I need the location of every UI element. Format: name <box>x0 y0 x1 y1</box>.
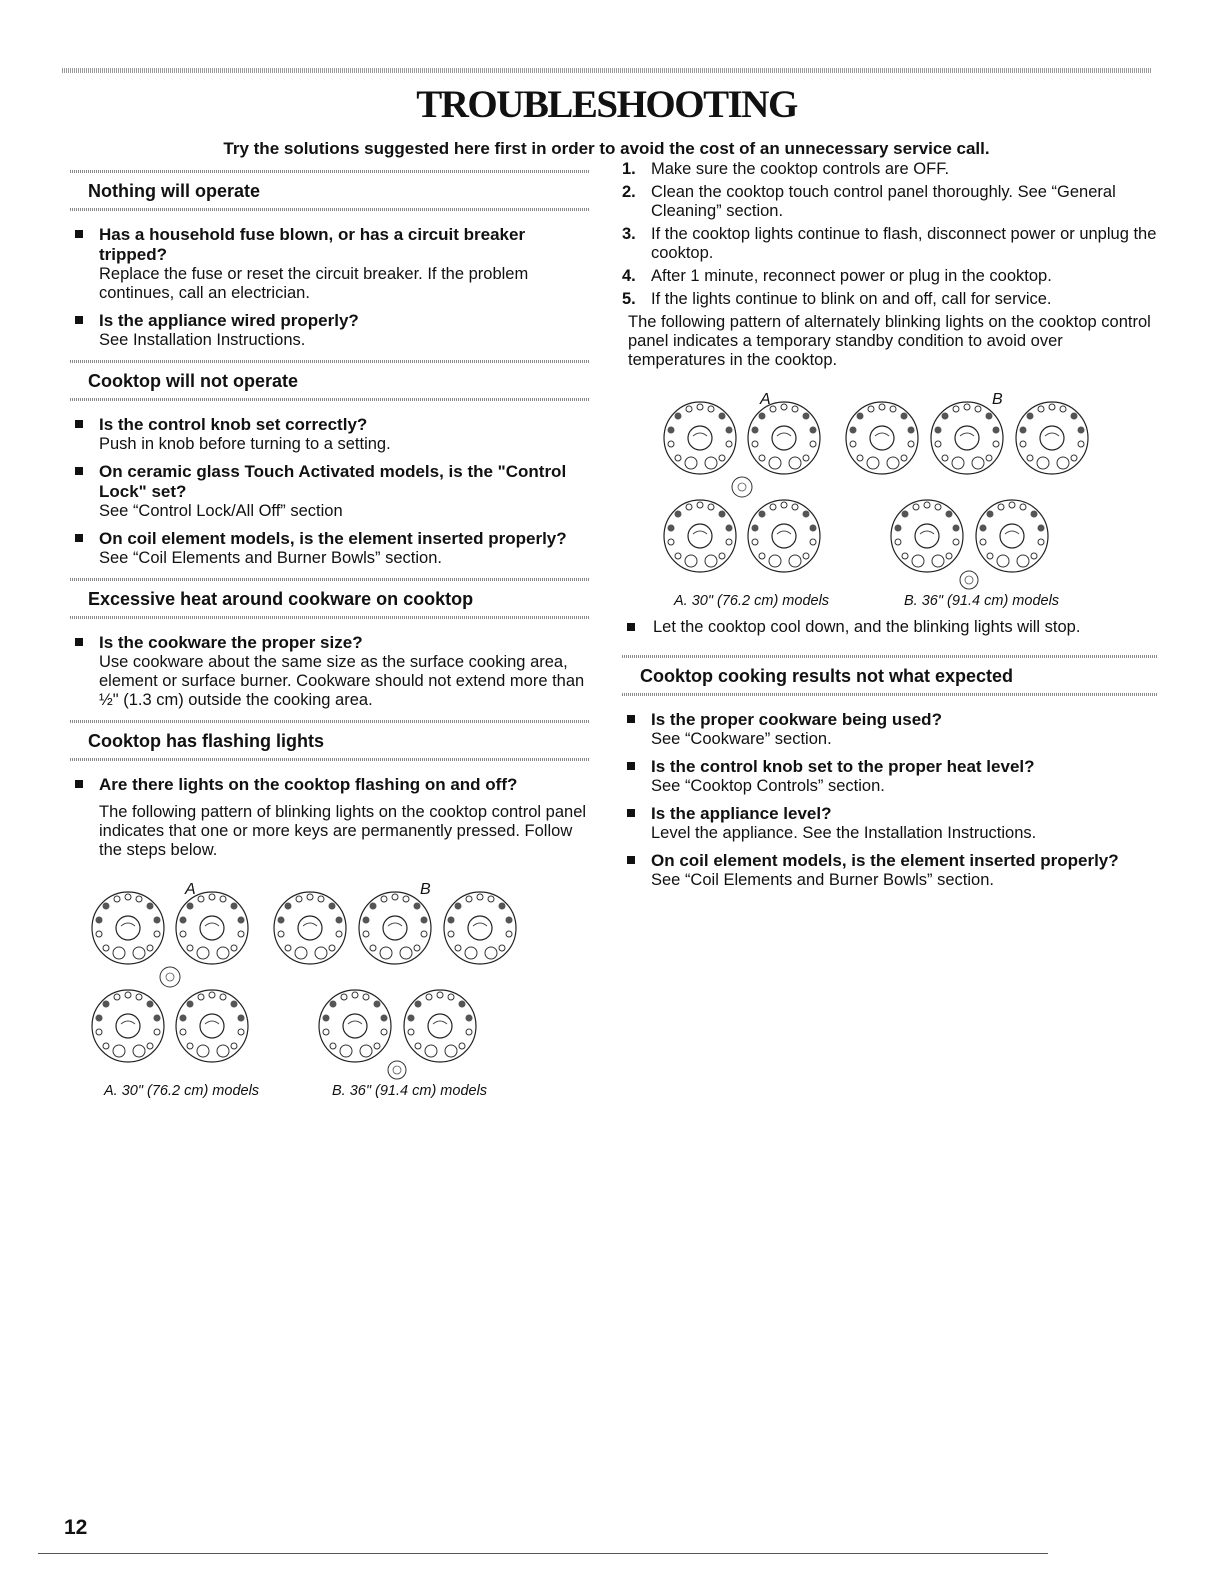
knob-diagram-b5 <box>404 990 476 1062</box>
faq-question: Is the proper cookware being used? <box>651 710 942 729</box>
faq-answer: See “Coil Elements and Burner Bowls” section. <box>651 871 994 889</box>
knob-diagram-a2 <box>176 892 248 964</box>
standby-lights-figure <box>642 390 1132 612</box>
faq-item <box>70 225 590 303</box>
top-rule <box>62 68 1152 73</box>
knob-diagram-b3 <box>1016 402 1088 474</box>
flashing-lights-figure <box>70 880 560 1102</box>
knob-diagram-b4 <box>891 500 963 572</box>
faq-question: Are there lights on the cooktop flashing on and off? <box>99 775 518 794</box>
standby-explanation: The following pattern of alternately blinking lights on the cooktop control panel indicates a temporary standby condition to avoid over temperatures in the cooktop. <box>628 313 1151 369</box>
step-item <box>622 290 1157 309</box>
knob-diagram-a4 <box>748 500 820 572</box>
center-key-icon <box>388 1061 406 1079</box>
step-text: If the cooktop lights continue to flash, disconnect power or unplug the cooktop. <box>651 225 1157 262</box>
knob-diagram-b5 <box>976 500 1048 572</box>
knob-diagram-a1 <box>92 892 164 964</box>
step-number: 4. <box>622 267 636 285</box>
faq-question: On ceramic glass Touch Activated models, is the "Control Lock" set? <box>99 462 567 501</box>
knob-diagram-a1 <box>664 402 736 474</box>
knob-diagram-b2 <box>359 892 431 964</box>
figure-label-b: B <box>420 881 431 898</box>
knob-diagram-b4 <box>319 990 391 1062</box>
faq-question: Is the cookware the proper size? <box>99 633 363 652</box>
faq-item <box>70 462 590 521</box>
step-text: If the lights continue to blink on and off, call for service. <box>651 290 1052 308</box>
faq-answer: See “Cookware” section. <box>651 730 832 748</box>
step-number: 3. <box>622 225 636 243</box>
section-heading-excessive-heat: Excessive heat around cookware on cooktop <box>70 578 590 619</box>
flashing-explanation: The following pattern of blinking lights on the cooktop control panel indicates that one or more keys are permanently pressed. Follow the steps below. <box>99 803 587 859</box>
knob-diagram-b3 <box>444 892 516 964</box>
section-heading-flashing-lights: Cooktop has flashing lights <box>70 720 590 761</box>
steps-list <box>622 160 1157 309</box>
faq-item <box>622 710 1157 749</box>
step-item <box>622 225 1157 263</box>
knob-diagram-b2 <box>931 402 1003 474</box>
section-heading-nothing-will-operate: Nothing will operate <box>70 170 590 211</box>
faq-answer: Push in knob before turning to a setting. <box>99 435 391 453</box>
faq-question: Is the appliance wired properly? <box>99 311 359 330</box>
faq-answer: See “Coil Elements and Burner Bowls” section. <box>99 549 442 567</box>
figure-caption-b: B. 36" (91.4 cm) models <box>904 593 1060 609</box>
faq-answer: Level the appliance. See the Installation Instructions. <box>651 824 1037 842</box>
figure-caption-b: B. 36" (91.4 cm) models <box>332 1083 488 1099</box>
center-key-icon <box>160 967 180 987</box>
step-item <box>622 267 1157 286</box>
faq-answer: See Installation Instructions. <box>99 331 306 349</box>
step-text: Make sure the cooktop controls are OFF. <box>651 160 950 178</box>
step-number: 2. <box>622 183 636 201</box>
cooldown-bullet: Let the cooktop cool down, and the blinking lights will stop. <box>622 618 1157 637</box>
step-number: 5. <box>622 290 636 308</box>
faq-answer: See “Control Lock/All Off” section <box>99 502 343 520</box>
center-key-icon <box>960 571 978 589</box>
knob-diagram-a3 <box>92 990 164 1062</box>
left-column <box>70 160 590 1108</box>
knob-diagram-b1 <box>274 892 346 964</box>
faq-item <box>622 804 1157 843</box>
figure-label-a: A <box>185 881 196 898</box>
faq-answer: Replace the fuse or reset the circuit breaker. If the problem continues, call an electrician. <box>99 265 529 302</box>
faq-item <box>70 529 590 568</box>
control-panel-diagram <box>70 880 540 1080</box>
knob-diagram-a3 <box>664 500 736 572</box>
page-number: 12 <box>64 1516 88 1539</box>
faq-item <box>70 311 590 350</box>
faq-question: On coil element models, is the element inserted properly? <box>99 529 567 548</box>
faq-item <box>622 757 1157 796</box>
faq-answer: See “Cooktop Controls” section. <box>651 777 885 795</box>
faq-item <box>70 775 590 795</box>
knob-diagram-b1 <box>846 402 918 474</box>
faq-question: Is the appliance level? <box>651 804 832 823</box>
step-number: 1. <box>622 160 636 178</box>
step-text: Clean the cooktop touch control panel thoroughly. See “General Cleaning” section. <box>651 183 1116 220</box>
page-title: TROUBLESHOOTING <box>416 83 797 126</box>
figure-label-a: A <box>760 391 771 408</box>
faq-item <box>70 415 590 454</box>
faq-question: Has a household fuse blown, or has a circuit breaker tripped? <box>99 225 526 264</box>
knob-diagram-a2 <box>748 402 820 474</box>
section-heading-cooking-results: Cooktop cooking results not what expected <box>622 655 1157 696</box>
faq-item <box>622 851 1157 890</box>
faq-question: On coil element models, is the element inserted properly? <box>651 851 1119 870</box>
faq-question: Is the control knob set to the proper heat level? <box>651 757 1035 776</box>
bottom-rule <box>38 1553 1048 1554</box>
faq-question: Is the control knob set correctly? <box>99 415 368 434</box>
faq-answer: Use cookware about the same size as the surface cooking area, element or surface burner. Cookware should not extend more than ½" (1.3 cm) outside the cooking area. <box>99 653 585 709</box>
step-item <box>622 160 1157 179</box>
knob-diagram-a4 <box>176 990 248 1062</box>
section-heading-cooktop-will-not-operate: Cooktop will not operate <box>70 360 590 401</box>
figure-label-b: B <box>992 391 1003 408</box>
figure-caption-a: A. 30" (76.2 cm) models <box>674 593 830 609</box>
faq-item <box>70 633 590 710</box>
center-key-icon <box>732 477 752 497</box>
right-column <box>622 160 1157 898</box>
figure-caption-a: A. 30" (76.2 cm) models <box>104 1083 260 1099</box>
intro-text: Try the solutions suggested here first in order to avoid the cost of an unnecessary service call. <box>223 139 990 158</box>
step-item <box>622 183 1157 221</box>
control-panel-diagram <box>642 390 1112 590</box>
step-text: After 1 minute, reconnect power or plug in the cooktop. <box>651 267 1052 285</box>
